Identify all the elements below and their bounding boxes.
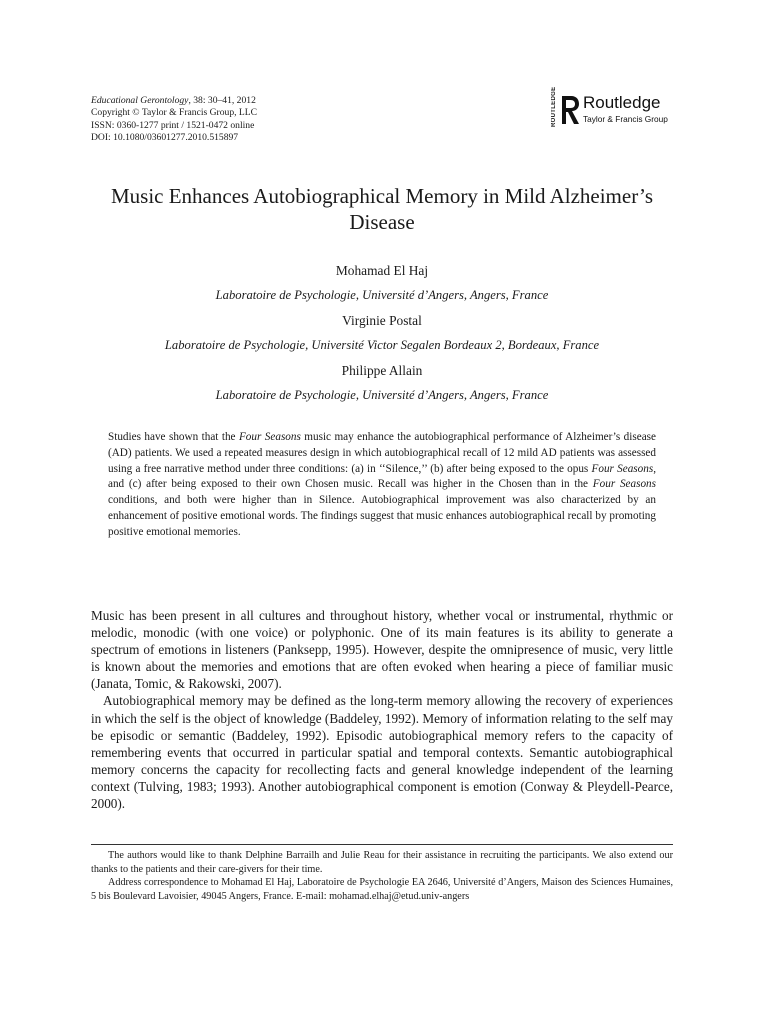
routledge-r-icon [561, 94, 580, 126]
footnote-thanks: The authors would like to thank Delphine Barrailh and Julie Reau for their assistance in recruiting the participants. We also extend our thanks to the patients and their care-givers for their time. [91, 850, 673, 875]
footnotes [91, 849, 673, 903]
abstract-text: conditions, and both were higher than in Silence. Autobiographical improvement was also characterized by an enhancement of positive emotional words. The findings suggest that music enhances autobiographical recall by promoting positive emotional memories. [108, 494, 656, 538]
logo-brand: Routledge [583, 93, 661, 112]
abstract-text: , and (c) after being exposed to their own Chosen music. Recall was higher in the Chosen than in the [108, 462, 656, 491]
doi-line: DOI: 10.1080/03601277.2010.515897 [91, 132, 239, 144]
abstract-italic: Four Seasons [591, 462, 654, 475]
author-name: Philippe Allain [341, 363, 423, 378]
footnote-divider [91, 844, 673, 845]
journal-header [91, 95, 431, 145]
logo-subbrand: Taylor & Francis Group [583, 114, 668, 124]
publisher-logo [551, 86, 681, 129]
logo-vertical-text: ROUTLEDGE [551, 86, 557, 127]
abstract-italic: Four Seasons [238, 431, 301, 443]
abstract-italic: Four Seasons [592, 478, 656, 491]
article-title: Music Enhances Autobiographical Memory in Mild Alzheimer’s Disease [110, 184, 653, 234]
body-text [91, 607, 673, 812]
abstract [108, 430, 656, 541]
author-affiliation: Laboratoire de Psychologie, Université Victor Segalen Bordeaux 2, Bordeaux, France [164, 338, 600, 352]
footnote-address: Address correspondence to Mohamad El Haj, Laboratoire de Psychologie EA 2646, Université d’Angers, Maison des Sciences Humaines, 5 bis Boulevard Lavoisier, 49045 Angers, France. E-mail: mohamad.elhaj@etud.univ-angers [91, 877, 673, 902]
journal-citation [91, 95, 431, 107]
abstract-text: music may enhance the autobiographical performance of Alzheimer’s disease (AD) patients. We used a repeated measures design in which autobiographical recall of 12 mild AD patients was assessed using a free narrative method under three conditions: (a) in ‘‘Silence,’’ (b) after being exposed to the opus [108, 431, 656, 475]
author-affiliation: Laboratoire de Psychologie, Université d’Angers, Angers, France [215, 288, 549, 302]
journal-name: Educational Gerontology [91, 95, 189, 106]
author-name: Mohamad El Haj [335, 263, 429, 278]
body-paragraph: Autobiographical memory may be defined as the long-term memory allowing the recovery of experiences in which the self is the object of knowledge (Baddeley, 1992). Memory of information relating to the self may be episodic or semantic (Baddeley, 1992). Episodic autobiographical memory refers to the capacity of remembering events that occurred in particular spatial and temporal contexts. Semantic autobiographical memory concerns the capacity for recollecting facts and general knowledge independent of the learning context (Tulving, 1983; 1993). Another autobiographical component is emotion (Conway & Pleydell-Pearce, 2000). [91, 693, 673, 812]
issn-line: ISSN: 0360-1277 print / 1521-0472 online [91, 119, 255, 131]
author-affiliation: Laboratoire de Psychologie, Université d’Angers, Angers, France [215, 388, 549, 402]
journal-issue: , 38: 30–41, 2012 [188, 95, 256, 106]
copyright-line: Copyright © Taylor & Francis Group, LLC [91, 107, 258, 119]
author-name: Virginie Postal [342, 313, 422, 328]
body-paragraph: Music has been present in all cultures and throughout history, whether vocal or instrumental, rhythmic or melodic, monodic (with one voice) or polyphonic. One of its main features is its ability to generate a spectrum of emotions in listeners (Panksepp, 1995). However, despite the omnipresence of music, very little is known about the memories and emotions that are often evoked when hearing a piece of familiar music (Janata, Tomic, & Rakowski, 2007). [91, 608, 673, 692]
abstract-text: Studies have shown that the [108, 431, 239, 443]
